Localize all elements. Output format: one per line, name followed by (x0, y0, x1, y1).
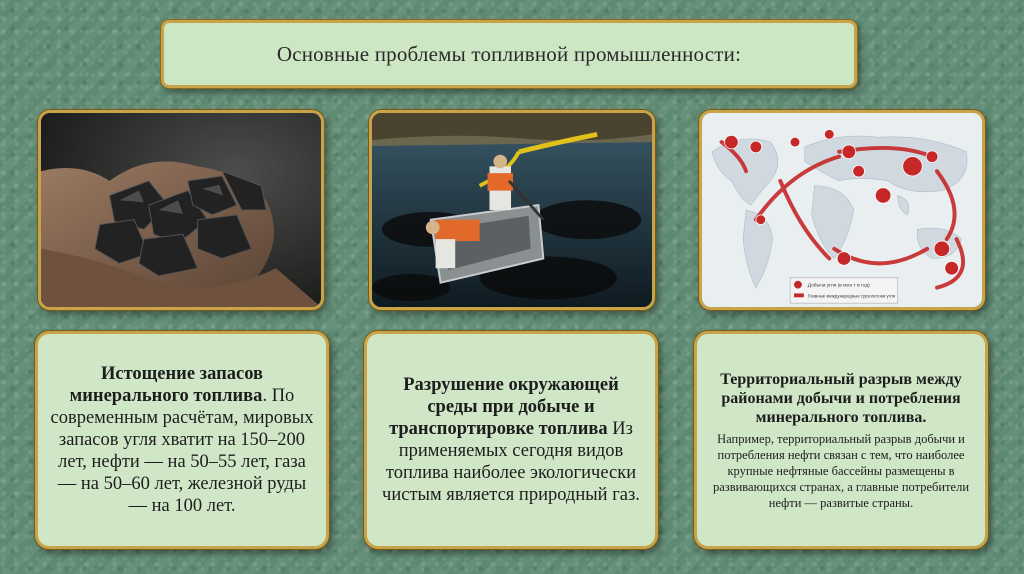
map-legend-2: Главные международные грузопотоки угля (807, 293, 896, 299)
card-3-heading (709, 370, 973, 427)
card-2-body: Из применяемых сегодня видов топлива наиболее экологически чистым является природный газ. (382, 419, 640, 505)
coal-photo (38, 110, 324, 310)
page-title: Основные проблемы топливной промышленности: (276, 41, 742, 66)
card-1-heading-end: . (262, 386, 268, 406)
card-3-body: Например, территориальный разрыв добычи и потребления нефти связан с тем, что наиболее крупные нефтяные бассейны размещены в развивающихся странах, а главные потребители нефти — развитые страны. (712, 431, 970, 510)
card-1-body: По современным расчётам, мировых запасов угля хватит на 150–200 лет, нефти — на 50–55 лет, газа — на 50–60 лет, железной руды — на 100 лет. (50, 386, 314, 516)
card-resource-depletion (35, 331, 329, 549)
card-3-heading-text: Территориальный разрыв между районами добычи и потребления минерального топлива. (720, 370, 962, 426)
title-banner (161, 20, 857, 88)
card-2-text (379, 374, 643, 506)
card-environment-damage (364, 331, 658, 549)
oil-spill-photo (369, 110, 655, 310)
card-territorial-gap (694, 331, 988, 549)
card-1-heading: Истощение запасов минерального топлива (69, 364, 264, 406)
card-1-text (50, 363, 314, 517)
map-legend-1: Добыча угля (в млн т в год) (807, 283, 870, 289)
world-map-photo (699, 110, 985, 310)
card-2-heading: Разрушение окружающей среды при добыче и транспортировке топлива (389, 375, 619, 439)
